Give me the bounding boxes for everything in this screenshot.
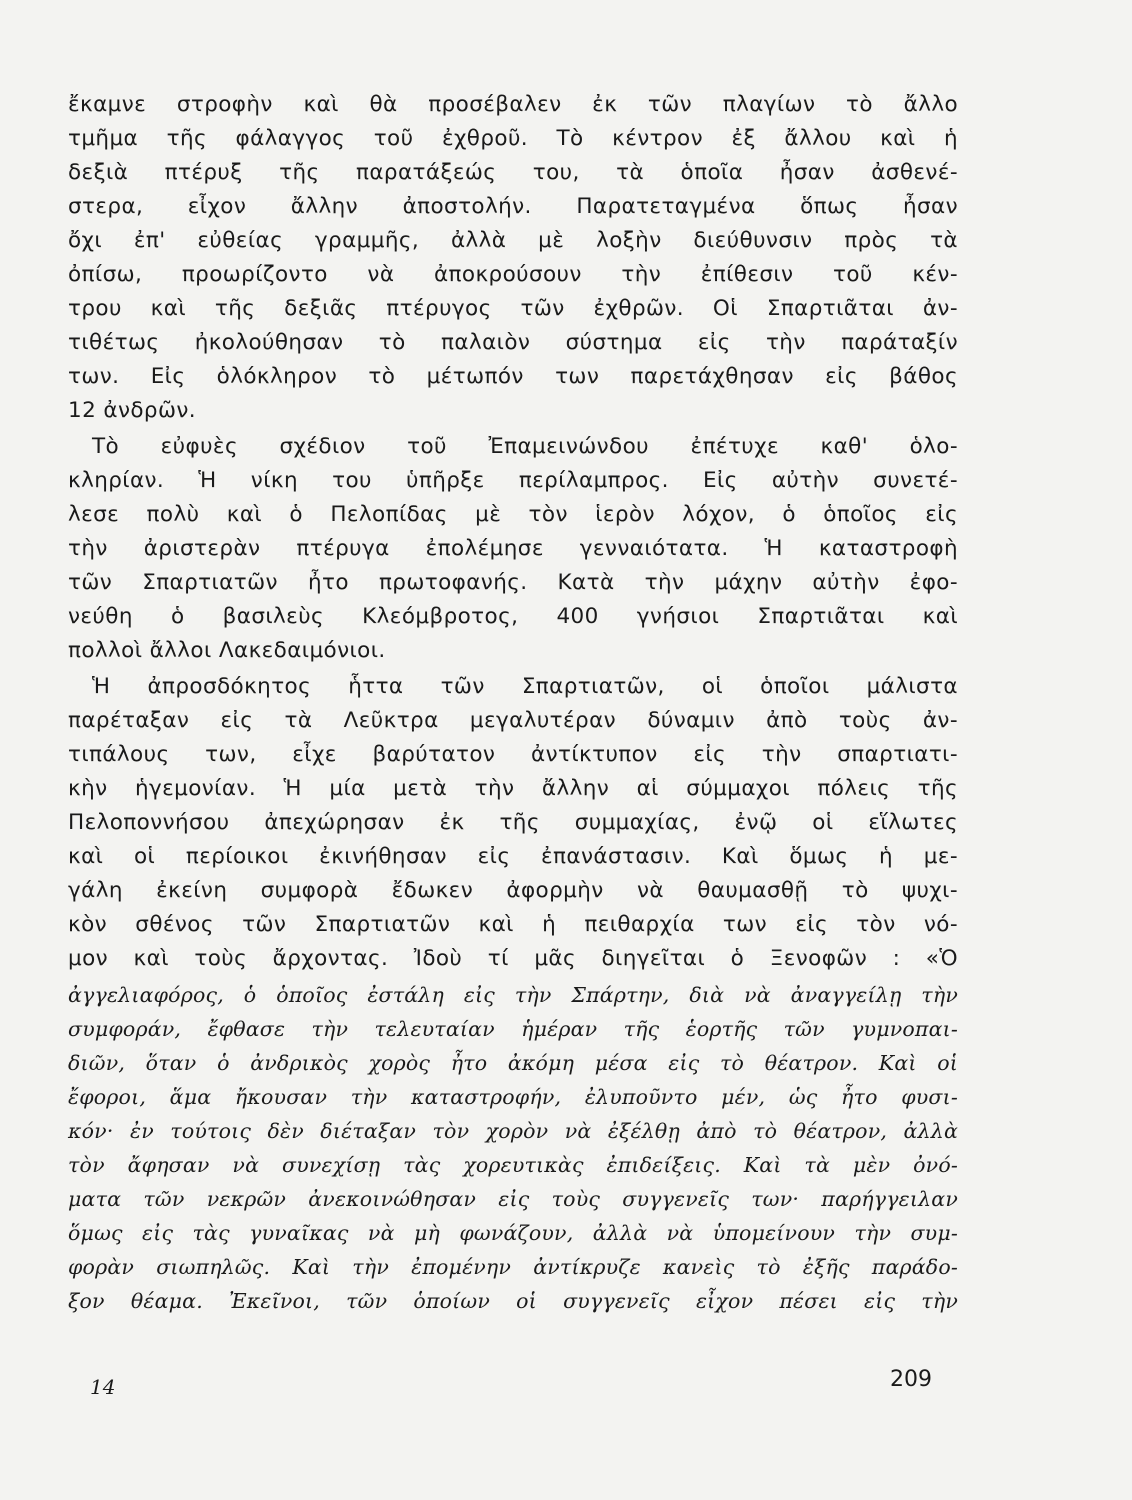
signature-mark: 14 [90,1375,116,1399]
text-line: Τὸ εὐφυὲς σχέδιον τοῦ Ἐπαμεινώνδου ἐπέτυχε καθ' ὁλο- [92,434,958,459]
text-line: κὴν ἡγεμονίαν. Ἡ μία μετὰ τὴν ἄλλην αἱ σύμμαχοι πόλεις τῆς [68,776,958,801]
text-line: κὸν σθένος τῶν Σπαρτιατῶν καὶ ἡ πειθαρχία των εἰς τὸν νό- [68,912,958,937]
page-number: 209 [890,1367,932,1392]
text-line: νεύθη ὁ βασιλεὺς Κλεόμβροτος, 400 γνήσιοι Σπαρτιᾶται καὶ [68,604,958,629]
text-line: γάλη ἐκείνη συμφορὰ ἔδωκεν ἀφορμὴν νὰ θαυμασθῇ τὸ ψυχι- [68,878,958,903]
text-line: Πελοποννήσου ἀπεχώρησαν ἐκ τῆς συμμαχίας, ἐνῷ οἱ εἵλωτες [68,810,958,835]
text-line: παρέταξαν εἰς τὰ Λεῦκτρα μεγαλυτέραν δύναμιν ἀπὸ τοὺς ἀν- [68,708,958,733]
text-line: λεσε πολὺ καὶ ὁ Πελοπίδας μὲ τὸν ἱερὸν λόχον, ὁ ὁποῖος εἰς [68,502,958,527]
text-line: στερα, εἶχον ἄλλην ἀποστολήν. Παρατεταγμένα ὅπως ἦσαν [68,194,958,219]
text-line: 12 ἀνδρῶν. [68,398,197,423]
text-line: τμῆμα τῆς φάλαγγος τοῦ ἐχθροῦ. Τὸ κέντρον ἐξ ἄλλου καὶ ἡ [68,126,958,151]
text-line: ὄχι ἐπ' εὐθείας γραμμῆς, ἀλλὰ μὲ λοξὴν διεύθυνσιν πρὸς τὰ [68,228,958,253]
text-line: τῶν Σπαρτιατῶν ἦτο πρωτοφανής. Κατὰ τὴν μάχην αὐτὴν ἐφο- [68,570,958,595]
text-line: των. Εἰς ὁλόκληρον τὸ μέτωπόν των παρετάχθησαν εἰς βάθος [68,364,958,389]
text-line: ὀπίσω, προωρίζοντο νὰ ἀποκρούσουν τὴν ἐπίθεσιν τοῦ κέν- [68,262,958,287]
quote-line: ἔφοροι, ἅμα ἤκουσαν τὴν καταστροφήν, ἐλυποῦντο μέν, ὡς ἦτο φυσι- [68,1085,958,1109]
text-line: πολλοὶ ἄλλοι Λακεδαιμόνιοι. [68,638,386,663]
text-line: δεξιὰ πτέρυξ τῆς παρατάξεώς του, τὰ ὁποῖα ἦσαν ἀσθενέ- [68,160,958,185]
text-line: μον καὶ τοὺς ἄρχοντας. Ἰδοὺ τί μᾶς διηγεῖται ὁ Ξενοφῶν : «Ὁ [68,946,958,971]
quote-line: ξον θέαμα. Ἐκεῖνοι, τῶν ὁποίων οἱ συγγενεῖς εἶχον πέσει εἰς τὴν [68,1289,958,1313]
text-line: τιθέτως ἠκολούθησαν τὸ παλαιὸν σύστημα εἰς τὴν παράταξίν [68,330,958,355]
text-line: Ἡ ἀπροσδόκητος ἧττα τῶν Σπαρτιατῶν, οἱ ὁποῖοι μάλιστα [92,674,958,699]
text-line: τρου καὶ τῆς δεξιᾶς πτέρυγος τῶν ἐχθρῶν. Οἱ Σπαρτιᾶται ἀν- [68,296,958,321]
text-line: καὶ οἱ περίοικοι ἐκινήθησαν εἰς ἐπανάστασιν. Καὶ ὅμως ἡ με- [68,844,958,869]
quote-line: φορὰν σιωπηλῶς. Καὶ τὴν ἐπομένην ἀντίκρυζε κανεὶς τὸ ἐξῆς παράδο- [68,1255,958,1279]
quote-line: τὸν ἄφησαν νὰ συνεχίσῃ τὰς χορευτικὰς ἐπιδείξεις. Καὶ τὰ μὲν ὀνό- [68,1153,958,1177]
quote-line: διῶν, ὅταν ὁ ἀνδρικὸς χορὸς ἦτο ἀκόμη μέσα εἰς τὸ θέατρον. Καὶ οἱ [68,1051,958,1075]
quote-line: ὅμως εἰς τὰς γυναῖκας νὰ μὴ φωνάζουν, ἀλλὰ νὰ ὑπομείνουν τὴν συμ- [68,1221,958,1245]
quote-line: ματα τῶν νεκρῶν ἀνεκοινώθησαν εἰς τοὺς συγγενεῖς των· παρήγγειλαν [68,1187,958,1211]
text-line: κληρίαν. Ἡ νίκη του ὑπῆρξε περίλαμπρος. Εἰς αὐτὴν συνετέ- [68,468,958,493]
quote-line: ἀγγελιαφόρος, ὁ ὁποῖος ἐστάλη εἰς τὴν Σπάρτην, διὰ νὰ ἀναγγείλῃ τὴν [68,983,958,1007]
quote-line: συμφοράν, ἔφθασε τὴν τελευταίαν ἡμέραν τῆς ἑορτῆς τῶν γυμνοπαι- [68,1017,958,1041]
quote-line: κόν· ἐν τούτοις δὲν διέταξαν τὸν χορὸν νὰ ἐξέλθῃ ἀπὸ τὸ θέατρον, ἀλλὰ [68,1119,958,1143]
text-line: τιπάλους των, εἶχε βαρύτατον ἀντίκτυπον εἰς τὴν σπαρτιατι- [68,742,958,767]
text-line: τὴν ἀριστερὰν πτέρυγα ἐπολέμησε γενναιότατα. Ἡ καταστροφὴ [68,536,958,561]
text-line: ἔκαμνε στροφὴν καὶ θὰ προσέβαλεν ἐκ τῶν πλαγίων τὸ ἄλλο [68,92,958,117]
